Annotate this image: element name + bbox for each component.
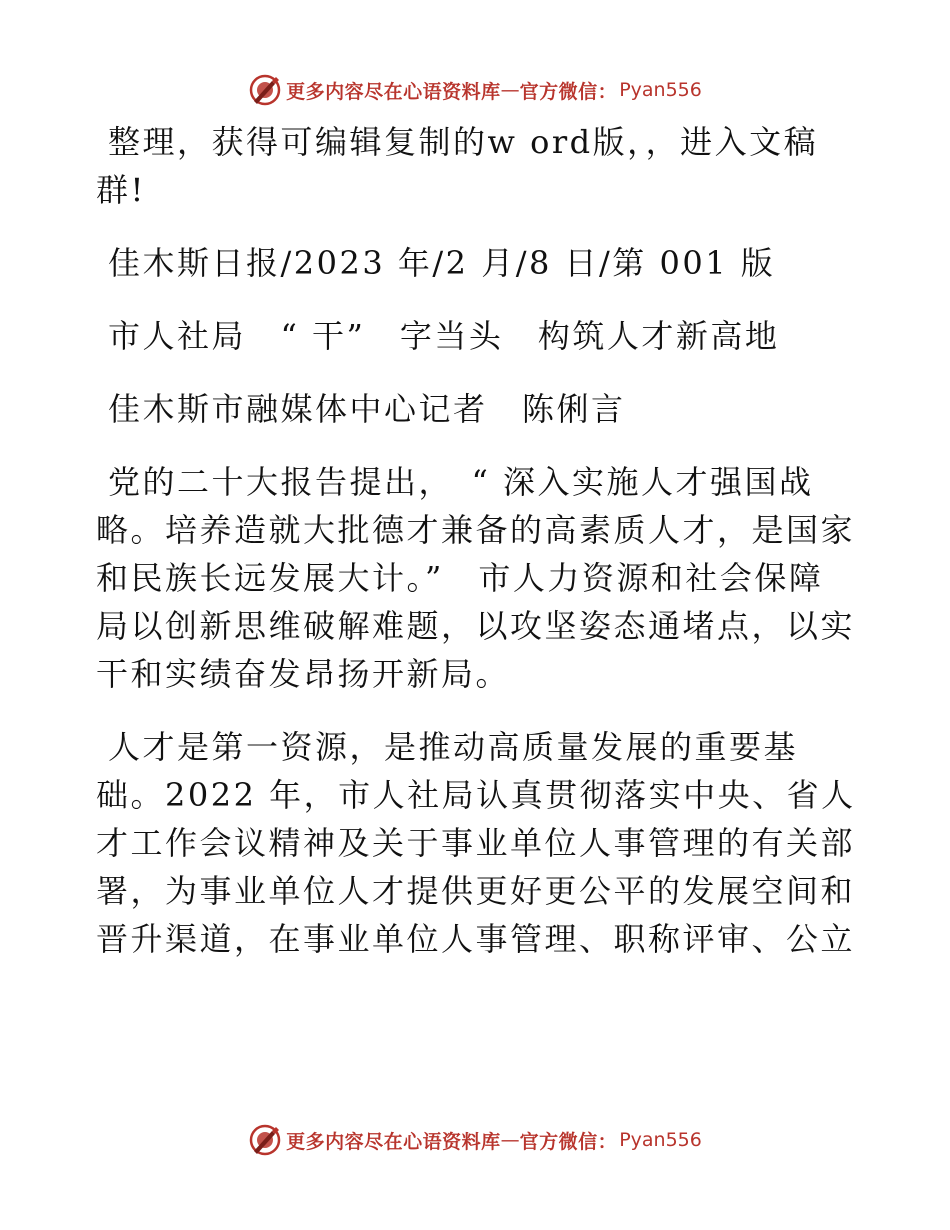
watermark-separator: — [500, 1129, 520, 1151]
watermark-official-label: 官方微信： [519, 80, 618, 103]
watermark-official-label: 官方微信： [519, 1130, 618, 1153]
footer-watermark [0, 1120, 950, 1160]
watermark-account: Pyan556 [619, 1129, 702, 1151]
watermark-account: Pyan556 [619, 79, 702, 101]
paragraph-body-2: 人才是第一资源，是推动高质量发展的重要基础。2022 年，市人社局认真贯彻落实中央、省人才工作会议精神及关于事业单位人事管理的有关部署，为事业单位人才提供更好更公平的发展空间和晋升渠道，在事业单位人事管理、职称评审、公立 [96, 728, 856, 958]
watermark-text: 更多内容尽在心语资料库 [286, 80, 501, 103]
paragraph-body-1: 党的二十大报告提出， “ 深入实施人才强国战略。培养造就大批德才兼备的高素质人才，是国家和民族长远发展大计。” 市人力资源和社会保障局以创新思维破解难题，以攻坚姿态通堵点，以实干和实绩奋发昂扬开新局。 [96, 463, 856, 693]
pen-seal-logo-icon [248, 73, 282, 107]
header-watermark [0, 70, 950, 110]
pen-seal-logo-icon [248, 1123, 282, 1157]
watermark-separator: — [500, 79, 520, 101]
document-body [96, 118, 856, 988]
paragraph-intro: 整理，获得可编辑复制的w ord版，，进入文稿群! [96, 123, 819, 209]
article-title: 市人社局 “ 干” 字当头 构筑人才新高地 [108, 317, 780, 355]
article-byline: 佳木斯市融媒体中心记者 陈俐言 [108, 390, 626, 428]
paragraph-source: 佳木斯日报/2023 年/2 月/8 日/第 001 版 [108, 244, 776, 282]
watermark-text: 更多内容尽在心语资料库 [286, 1130, 501, 1153]
